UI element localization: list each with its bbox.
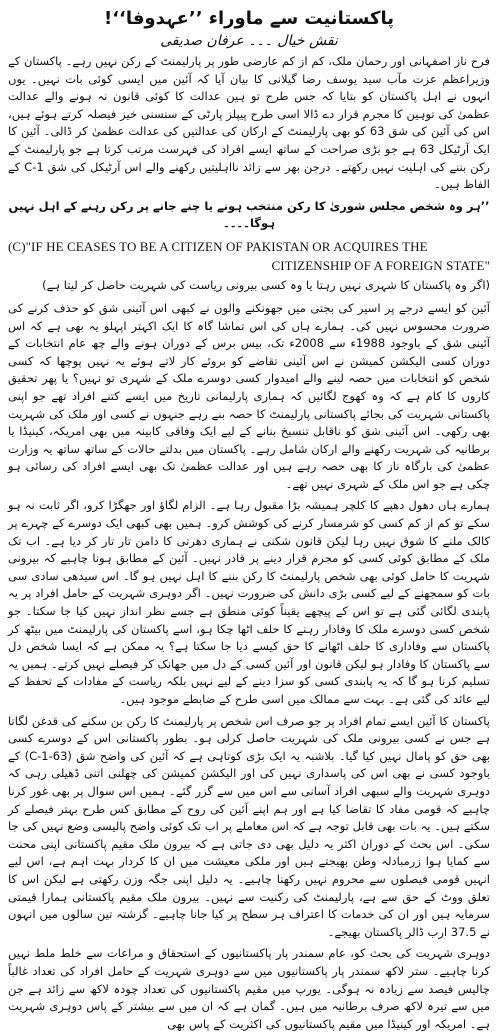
paragraph-4: ہمارے ہاں دھول دھپے کا کلچر ہمیشہ بڑا مقبول رہا ہے۔ الزام لگاؤ اور جھگڑا کرو، اگر ثابت نہ ہو سکے تو کم از کم کسی کو شرمسار کرنے کی کوشش کرو۔ ہمیں بھی کبھی ایک دوسرے کے چہرے پر کالک ملنے کا شوق نہیں رہا لیکن قانون شکنی نے ہماری دھرتی کا دامن تار تار کر دیا ہے۔ اب تک ملک کے مطابق کوئی کسی کو مجرم قرار دینے پر قادر نہیں۔ آئین کے مطابق ہونا چاہیے کہ بیرونی شہریت کا حامل کوئی بھی شخص پارلیمنٹ کا رکن بننے کا اہل نہیں ہو گا۔ اس سیدھی سادی سی بات کو سمجھنے کے لیے کسی بڑی دانش کی ضرورت نہیں۔ اگر دوہری شہریت کے حامل افراد پر یہ پابندی لگائی گئی ہے تو اس کے پیچھے یقیناً کوئی منطق ہے جسے نظر انداز نہیں کیا جا سکتا۔ جو شخص کسی دوسرے ملک کا وفادار رہنے کا حلف اٹھا چکا ہو، اسے پاکستان کی پارلیمنٹ میں بیٹھ کر پاکستان سے وفاداری کا حلف اٹھانے کا حق کیسے دیا جا سکتا ہے؟ یہ ممکن ہے کہ ایسا شخص دل سے پاکستان کا وفادار ہو لیکن قانون اور آئین کسی کے دل میں جھانک کر فیصلے نہیں کرتے۔ ہمیں یہ تسلیم کرنا ہو گا کہ یہ پابندی کسی کو سزا دینے کے لیے نہیں بلکہ ریاست کے مفادات کے تحفظ کے لیے عائد کی گئی ہے۔ بہت سے ممالک میں اسی طرح کے ضابطے موجود ہیں۔: [8, 498, 490, 706]
paragraph-1: فرح ناز اصفہانی اور رحمان ملک، کم از کم عارضی طور پر پارلیمنٹ کے رکن نہیں رہے۔ پاکستان کے وزیراعظم عزت مآب سید یوسف رضا گیلانی کا بیان آیا کہ آئین میں ایسی کوئی بات نہیں۔ یوں انہوں نے اہل پاکستان کو بتایا کہ جس طرح تو ہین عدالت کا کوئی قانون نہ ہونے والے عدالت عظمیٰ کی توہین کا مجرم قرار دے ڈالا اسی طرح پیپلز پارٹی کے سنسنی خیز فیصلہ کرتے ہوئے ہیں، اس کی آئین کی شق 63 کو بھی پارلیمنٹ کے ارکان کی عدالتیں کی عدالت عظمیٰ کر ڈالی۔ آئین کا ایک آرٹیکل 63 ہے جو بڑی صراحت کے ساتھ ایسے افراد کی فہرست مرتب کرتا ہے جو پارلیمنٹ کے رکن بننے کی اہلیت نہیں رکھتے۔ درجن بھر سے زائد نااہلیتیں رکھنے والے اس آرٹیکل کی شق C-1 کے الفاظ ہیں۔: [8, 54, 490, 192]
quoted-clause-english-last: CITIZENSHIP OF A FOREIGN STATE": [271, 257, 490, 273]
headline-bar: [8, 6, 490, 33]
quoted-clause-urdu: (اگر وہ پاکستان کا شہری نہیں رہتا یا وہ کسی بیرونی ریاست کی شہریت حاصل کر لیتا ہے): [42, 277, 490, 292]
byline-row: [8, 33, 490, 49]
paragraph-5: پاکستان کا آئین ایسے تمام افراد پر جو صرف اس شخص پر پارلیمنٹ کا رکن بن سکنے کی قدغن لگاتا ہے جس نے کسی بیرونی ملک کی شہریت حاصل کرلی ہو۔ بطور پاکستانی اس کے دوسرے کسی بھی حق کو پامال نہیں کیا گیا۔ بلاشبہ یہ ایک بڑی کوتاہی ہے کہ آئین کی واضح شق (C-1-63) کے باوجود کسی نے بھی اس کی پاسداری نہیں کی اور الیکشن کمیشن کی چھلنی اتنی ڈھیلی رہی کہ دوہری شہریت والے سبھی افراد آسانی سے اس میں سے گزر گئے۔ ہمیں اس سوال پر بھی غور کرنا چاہیے کہ قومی مفاد کا تقاضا کیا ہے اور ہم اپنے آئین کی روح کے مطابق کس طرح بہتر فیصلے کر سکتے ہیں۔ یہ بات بھی قابل توجہ ہے کہ اس معاملے پر اب تک کوئی واضح پالیسی وضع نہیں کی جا سکی۔ اس بحث کے دوران اکثر یہ دلیل بھی دی جاتی ہے کہ بیرون ملک مقیم پاکستانی اپنی محنت سے کمایا ہوا زرمبادلہ وطن بھیجتے ہیں اور ملکی معیشت میں ان کا کردار بہت اہم ہے، اس لیے انہیں قومی فیصلوں سے محروم نہیں رکھنا چاہیے۔ یہ دلیل اپنی جگہ وزن رکھتی ہے لیکن اس کا تعلق ووٹ کے حق سے ہے، پارلیمنٹ کی رکنیت سے نہیں۔ بیرون ملک مقیم پاکستانی ہمارا قیمتی سرمایہ ہیں اور ان کی خدمات کا اعتراف ہر سطح پر کیا جانا چاہیے۔ گزشتہ تین سالوں میں انہوں نے 37.5 ارب ڈالر پاکستان بھیجے۔: [8, 713, 490, 939]
headline: پاکستانیت سے ماوراء ’’عہدوفا‘‘!: [104, 8, 394, 29]
byline: نقش خیال ۔۔۔ عرفان صدیقی: [160, 33, 338, 49]
quoted-clause-english-line: (C)"IF HE CEASES TO BE A CITIZEN OF PAKISTAN OR ACQUIRES THE: [8, 238, 428, 254]
paragraph-6: دوہری شہریت کی بحث کو، عام سمندر پار پاکستانیوں کے استحقاق و مراعات سے خلط ملط نہیں کرنا چاہیے۔ ستر لاکھ سمندر پار پاکستانیوں میں سے دوہری شہریت کے حامل افراد کی تعداد غالباً چالیس فیصد سے زیادہ نہ ہوگی۔ یورپ میں مقیم پاکستانیوں کی تعداد چودہ لاکھ سے زائد ہے جن میں سے تیرہ لاکھ صرف برطانیہ میں ہیں۔ گمان ہے کہ ان میں سے بیشتر کے پاس دوہری شہریت ہے۔ امریکہ اور کینیڈا میں مقیم پاکستانیوں کی اکثریت کے پاس بھی: [8, 946, 490, 1031]
paragraph-3: آئین کو ایسے درجے پر اسیر کی بجتی میں جھونکنے والوں نے کبھی اس آئینی شق کو حذف کرنے کی ضرورت محسوس نہیں کی۔ ہمارے ہاں کی اس تماشا گاہ کا ایک اکہتر اپہلو یہ بھی ہے کہ اس آئینی شق کے باوجود 1988ء سے 2008ء تک، بیس برس کے دوران ہونے والے چھ عام انتخابات کے دوران کسی الیکشن کمیشن نے اس آئینی تقاضے کو بروئے کار لاتے ہوئے یہ نہیں پوچھا کہ کسی شخص کو انتخابات میں حصہ لینے والے امیدوار کسی دوسرے ملک کے شہری تو نہیں؟ یا پھر تحقیق کاروں کا کام ہے کہ وہ کھوج لگائیں کہ ہماری پارلیمانی تاریخ میں ایسے کتنے افراد تھے جو اپنی پاکستانی شہریت کی بجائے پاکستانی پارلیمنٹ کا حصہ بنے رہے جنہوں نے کسی اور ملک کی شہریت بھی رکھی۔ اس آئینی شق کو ناقابل تنسیخ بنانے کے لیے ایک وفاقی کابینہ میں بھی امریکہ، کینیڈا یا برطانیہ کی شہریت رکھنے والے ارکان شامل رہے۔ پاکستان میں بدلتے حالات کے ساتھ ساتھ یہ وزارت عظمیٰ کی بارگاہ ناز کا بھی حصہ رہے ہیں اور عدالت عظمیٰ تک بھی ایسے افراد کی رسائی ہو چکی ہے جو اس ملک کے شہری نہیں تھے۔: [8, 300, 491, 491]
quoted-clause-intro: ’’ہر وہ شخص مجلس شوریٰ کا رکن منتخب ہونے یا چنے جانے پر رکن رہنے کے اہل نہیں ہوگا۔۔۔۔: [8, 198, 490, 231]
quoted-clause-english: [8, 237, 490, 275]
